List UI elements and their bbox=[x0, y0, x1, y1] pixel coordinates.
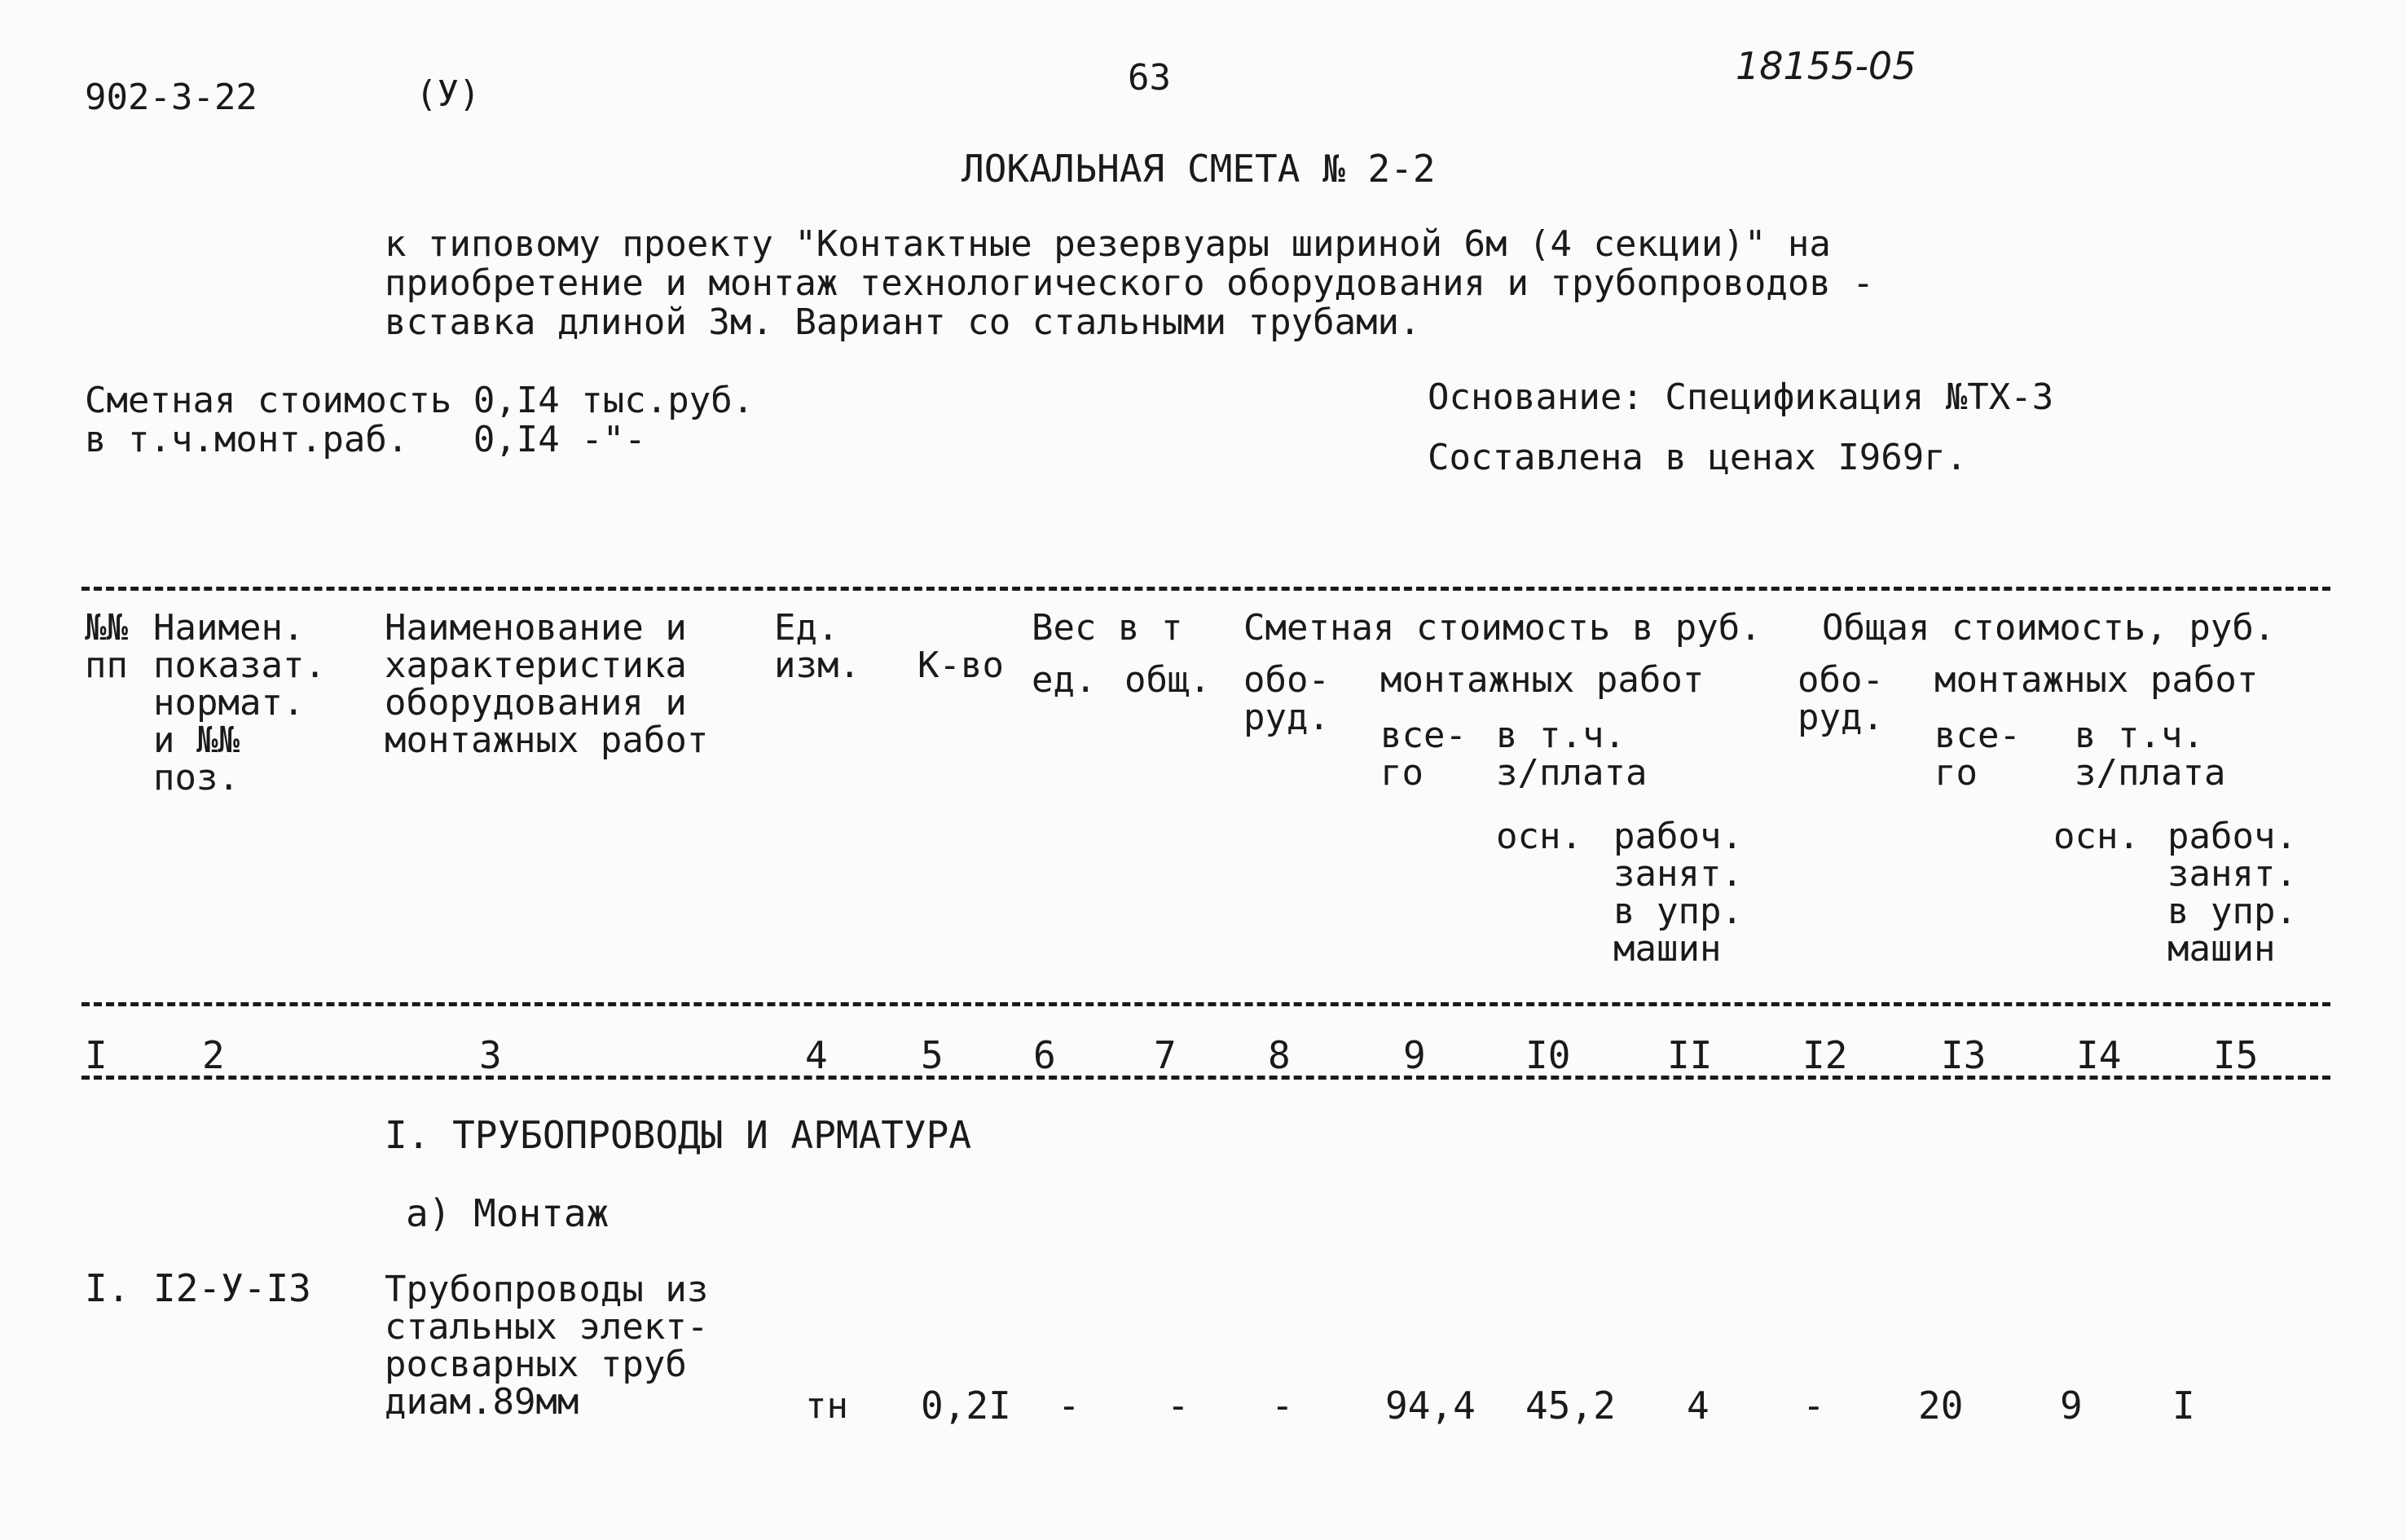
subtitle-line-2: приобретение и монтаж технологического оборудования и трубопроводов - bbox=[385, 262, 1874, 304]
col-number-10: I0 bbox=[1525, 1033, 1571, 1077]
page-number: 63 bbox=[1128, 57, 1171, 99]
total-wages-base-header: осн. bbox=[2053, 816, 2140, 857]
total-installation-total-header: все- го bbox=[1934, 715, 2021, 794]
est-installation-total-header: все- го bbox=[1380, 715, 1467, 794]
total-cost-group-header: Общая стоимость, руб. bbox=[1822, 607, 2276, 649]
col-number-1: I bbox=[85, 1033, 108, 1077]
row-weight-total: - bbox=[1167, 1384, 1190, 1428]
numbering-rule bbox=[81, 1076, 2330, 1080]
subtitle-line-3: вставка длиной 3м. Вариант со стальными трубами. bbox=[385, 301, 1421, 343]
col-number-8: 8 bbox=[1268, 1033, 1291, 1077]
weight-total-header: общ. bbox=[1124, 659, 1211, 701]
est-equipment-header: обо- руд. bbox=[1243, 659, 1330, 738]
col-number-7: 7 bbox=[1154, 1033, 1177, 1077]
row-unit: тн bbox=[805, 1385, 848, 1427]
est-installation-group-header: монтажных работ bbox=[1380, 659, 1705, 701]
col-number-11: II bbox=[1667, 1033, 1713, 1077]
row-description: Трубопроводы из стальных элект- росварных труб диам.89мм bbox=[385, 1269, 709, 1423]
col-description-header: Наименование и характеристика оборудования и монтажных работ bbox=[385, 607, 709, 761]
document-code: 902-3-22 bbox=[85, 77, 257, 118]
row-machine-wages: 4 bbox=[1687, 1384, 1710, 1428]
row-number: I. bbox=[85, 1266, 130, 1310]
col-number-3: 3 bbox=[479, 1033, 502, 1077]
estimated-cost: Сметная стоимость 0,I4 тыс.руб. bbox=[85, 380, 755, 421]
col-quantity-header: К-во bbox=[917, 645, 1004, 686]
row-equipment-cost: - bbox=[1271, 1384, 1294, 1428]
weight-group-header: Вес в т bbox=[1032, 607, 1183, 649]
total-equipment-header: обо- руд. bbox=[1798, 659, 1884, 738]
basis: Основание: Спецификация №ТХ-3 bbox=[1428, 376, 2054, 418]
col-number-header: №№ пп bbox=[85, 607, 128, 686]
header-top-rule bbox=[81, 587, 2330, 591]
est-wages-base-header: осн. bbox=[1496, 816, 1582, 857]
col-norm-header: Наимен. показат. нормат. и №№ поз. bbox=[153, 607, 326, 799]
total-installation-group-header: монтажных работ bbox=[1934, 659, 2259, 701]
col-unit-header: Ед. изм. bbox=[774, 607, 860, 686]
col-number-6: 6 bbox=[1033, 1033, 1056, 1077]
col-number-13: I3 bbox=[1941, 1033, 1987, 1077]
row-norm-code: I2-У-I3 bbox=[153, 1266, 311, 1310]
installation-cost: в т.ч.монт.раб. 0,I4 -"- bbox=[85, 419, 646, 460]
col-number-9: 9 bbox=[1403, 1033, 1426, 1077]
total-wages-header: в т.ч. з/плата bbox=[2075, 715, 2226, 794]
subtitle-line-1: к типовому проекту "Контактные резервуары шириной 6м (4 секции)" на bbox=[385, 223, 1831, 265]
col-number-12: I2 bbox=[1802, 1033, 1848, 1077]
col-number-14: I4 bbox=[2076, 1033, 2122, 1077]
row-total-wages-base: 9 bbox=[2060, 1384, 2083, 1428]
row-total-equipment: - bbox=[1802, 1384, 1825, 1428]
col-number-2: 2 bbox=[202, 1033, 225, 1077]
row-quantity: 0,2I bbox=[921, 1384, 1011, 1428]
price-level: Составлена в ценах I969г. bbox=[1428, 437, 1968, 478]
section-title: I. ТРУБОПРОВОДЫ И АРМАТУРА bbox=[385, 1113, 972, 1157]
col-number-4: 4 bbox=[805, 1033, 828, 1077]
col-number-15: I5 bbox=[2213, 1033, 2259, 1077]
row-weight-unit: - bbox=[1058, 1384, 1080, 1428]
variant-mark: (У) bbox=[416, 73, 481, 115]
est-machine-wages-header: рабоч. занят. в упр. машин bbox=[1613, 816, 1743, 970]
section-subtitle: а) Монтаж bbox=[406, 1191, 609, 1235]
estimated-cost-group-header: Сметная стоимость в руб. bbox=[1243, 607, 1762, 649]
row-installation-total: 94,4 bbox=[1385, 1384, 1476, 1428]
row-total-machine-wages: I bbox=[2172, 1384, 2195, 1428]
col-number-5: 5 bbox=[921, 1033, 944, 1077]
handwritten-number: 18155-05 bbox=[1736, 44, 1916, 88]
row-total-installation: 20 bbox=[1918, 1384, 1964, 1428]
header-bottom-rule bbox=[81, 1002, 2330, 1006]
est-wages-header: в т.ч. з/плата bbox=[1496, 715, 1648, 794]
row-wages-base: 45,2 bbox=[1525, 1384, 1616, 1428]
document-title: ЛОКАЛЬНАЯ СМЕТА № 2-2 bbox=[961, 147, 1436, 191]
weight-unit-header: ед. bbox=[1032, 659, 1097, 701]
total-machine-wages-header: рабоч. занят. в упр. машин bbox=[2167, 816, 2297, 970]
